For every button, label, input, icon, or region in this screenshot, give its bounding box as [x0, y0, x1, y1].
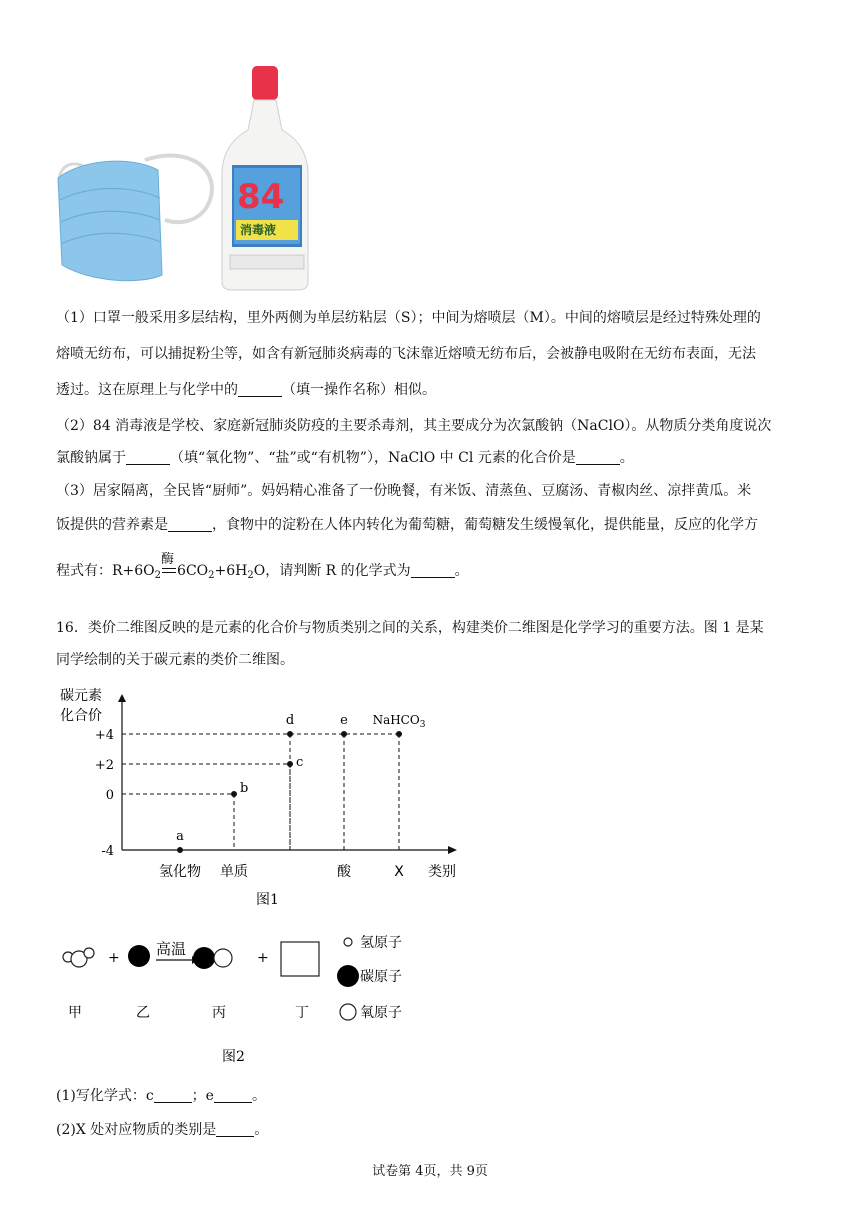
y-tick-label: -4	[101, 844, 114, 859]
plus-sign-2: +	[257, 950, 269, 966]
answer-blank-nutrient[interactable]	[168, 515, 212, 532]
legend-carbon-label: 碳原子	[360, 969, 402, 985]
q15-part3-text-a: 饭提供的营养素是	[56, 517, 168, 533]
label-bing: 丙	[212, 1005, 226, 1021]
q15-part2-text-c: 。	[619, 450, 634, 466]
q15-part3-line1: （3）居家隔离，全民皆“厨师”。妈妈精心准备了一份晚餐，有米饭、清蒸鱼、豆腐汤、青椒肉丝、凉拌黄瓜。米	[56, 483, 752, 499]
answer-blank-c-formula[interactable]	[154, 1086, 192, 1103]
figure1-caption: 图1	[256, 892, 279, 908]
answer-blank-operation[interactable]	[238, 380, 282, 397]
mask-and-bottle-image	[50, 60, 350, 292]
equation-arrow	[161, 552, 177, 578]
q16-sub2	[56, 1112, 816, 1148]
q15-part2-line2	[56, 440, 816, 476]
page-footer: 试卷第 4页，共 9页	[372, 1164, 488, 1179]
q16-sub1	[56, 1078, 816, 1114]
y-tick-label: 0	[105, 788, 114, 803]
x-axis-label: 类别	[428, 864, 456, 880]
bottle-label-number: 84	[237, 177, 285, 217]
answer-blank-x-category[interactable]	[216, 1120, 254, 1137]
point-label-d: d	[285, 713, 295, 728]
mask-image	[58, 156, 212, 281]
q15-part3-line2	[56, 507, 816, 543]
y-axis-label-line2: 化合价	[60, 708, 102, 724]
q16-sub1-text-c: 。	[251, 1088, 266, 1104]
legend-oxygen-label: 氧原子	[360, 1005, 402, 1021]
point-label-e: e	[340, 713, 348, 728]
equation-end: 。	[454, 563, 469, 579]
figure2-caption: 图2	[222, 1049, 245, 1065]
point-label-a: a	[176, 829, 184, 844]
equation-sub-o2: 2	[154, 570, 162, 581]
point-label-NaHCO3: NaHCO$_3$	[372, 713, 426, 730]
legend-oxygen-icon	[340, 1004, 356, 1020]
legend-carbon-icon	[337, 965, 359, 987]
q15-part1-text-a: 透过。这在原理上与化学中的	[56, 382, 238, 398]
point-NaHCO3	[396, 731, 402, 737]
x-axis-arrow	[448, 846, 457, 854]
q16-sub2-text-b: 。	[254, 1122, 269, 1138]
q16-intro-line2: 同学绘制的关于碳元素的类价二维图。	[56, 652, 294, 668]
equation-left: 程式有：R+6O	[56, 563, 155, 579]
y-tick-label: +2	[94, 758, 114, 773]
answer-blank-formula-r[interactable]	[411, 561, 455, 578]
x-tick-label: 单质	[220, 864, 248, 880]
equation-product-co2: 6CO	[177, 563, 209, 579]
equation-condition: 酶	[161, 552, 175, 567]
q16-intro-line1: 16．类价二维图反映的是元素的化合价与物质类别之间的关系，构建类价二维图是化学学习的重要方法。图 1 是某	[56, 620, 764, 636]
y-axis-label-line1: 碳元素	[60, 688, 102, 704]
y-tick-label: +4	[94, 728, 114, 743]
q15-part1-line3	[56, 372, 816, 408]
legend-hydrogen-label: 氢原子	[360, 935, 402, 951]
q15-part3-text-b: ，食物中的淀粉在人体内转化为葡萄糖，葡萄糖发生缓慢氧化，提供能量，反应的化学方	[212, 517, 758, 533]
equation-product-h2o: +6H	[214, 563, 248, 579]
q16-sub1-text-b: ；e	[191, 1088, 214, 1104]
y-axis-arrow	[118, 694, 126, 702]
chart-marks	[122, 713, 426, 853]
q16-sub1-text-a: (1)写化学式：c	[56, 1088, 154, 1104]
x-tick-label: 氢化物	[159, 864, 201, 880]
answer-blank-valence[interactable]	[576, 448, 620, 465]
point-label-c: c	[296, 755, 304, 770]
reaction-condition: 高温	[156, 940, 187, 958]
reaction-diagram	[56, 930, 436, 1070]
q15-part2-text-a: 氯酸钠属于	[56, 450, 126, 466]
molecule-ding-box[interactable]	[281, 942, 319, 976]
q15-part3-line3	[56, 553, 816, 594]
label-ding: 丁	[295, 1005, 309, 1021]
answer-blank-e-formula[interactable]	[214, 1086, 252, 1103]
q15-part1-text-b: （填一操作名称）相似。	[282, 382, 436, 398]
label-jia: 甲	[68, 1005, 82, 1021]
molecule-jia-water-icon	[63, 948, 94, 967]
label-yi: 乙	[136, 1005, 150, 1021]
answer-blank-classification[interactable]	[126, 448, 170, 465]
point-a	[177, 847, 183, 853]
bottle-label-text: 消毒液	[240, 223, 277, 237]
q15-part2-line1: （2）84 消毒液是学校、家庭新冠肺炎防疫的主要杀毒剂，其主要成分为次氯酸钠（NaClO）。从物质分类角度说次	[56, 418, 772, 434]
point-b	[231, 791, 237, 797]
q15-part1-line2: 熔喷无纺布，可以捕捉粉尘等，如含有新冠肺炎病毒的飞沫靠近熔喷无纺布后，会被静电吸附在无纺布表面，无法	[56, 346, 756, 362]
equation-sub-co2: 2	[208, 570, 215, 581]
equation-sub-h2: 2	[247, 570, 254, 581]
q15-part2-text-b: （填“氧化物”、“盐”或“有机物”），NaClO 中 Cl 元素的化合价是	[170, 450, 576, 466]
molecule-yi-carbon-icon	[128, 945, 150, 967]
plus-sign-1: +	[108, 950, 120, 966]
legend-hydrogen-icon	[344, 938, 352, 946]
q16-sub2-text-a: (2)X 处对应物质的类别是	[56, 1122, 217, 1138]
x-tick-label: 酸	[337, 864, 351, 880]
molecule-bing-co-icon	[193, 947, 232, 969]
q15-part1-line1: （1）口罩一般采用多层结构，里外两侧为单层纺粘层（S）；中间为熔喷层（M）。中间的熔喷层是经过特殊处理的	[56, 310, 761, 326]
valence-category-chart	[56, 682, 486, 912]
point-label-b: b	[240, 781, 249, 796]
equation-right: O，请判断 R 的化学式为	[253, 563, 411, 579]
x-tick-label: X	[394, 864, 404, 880]
